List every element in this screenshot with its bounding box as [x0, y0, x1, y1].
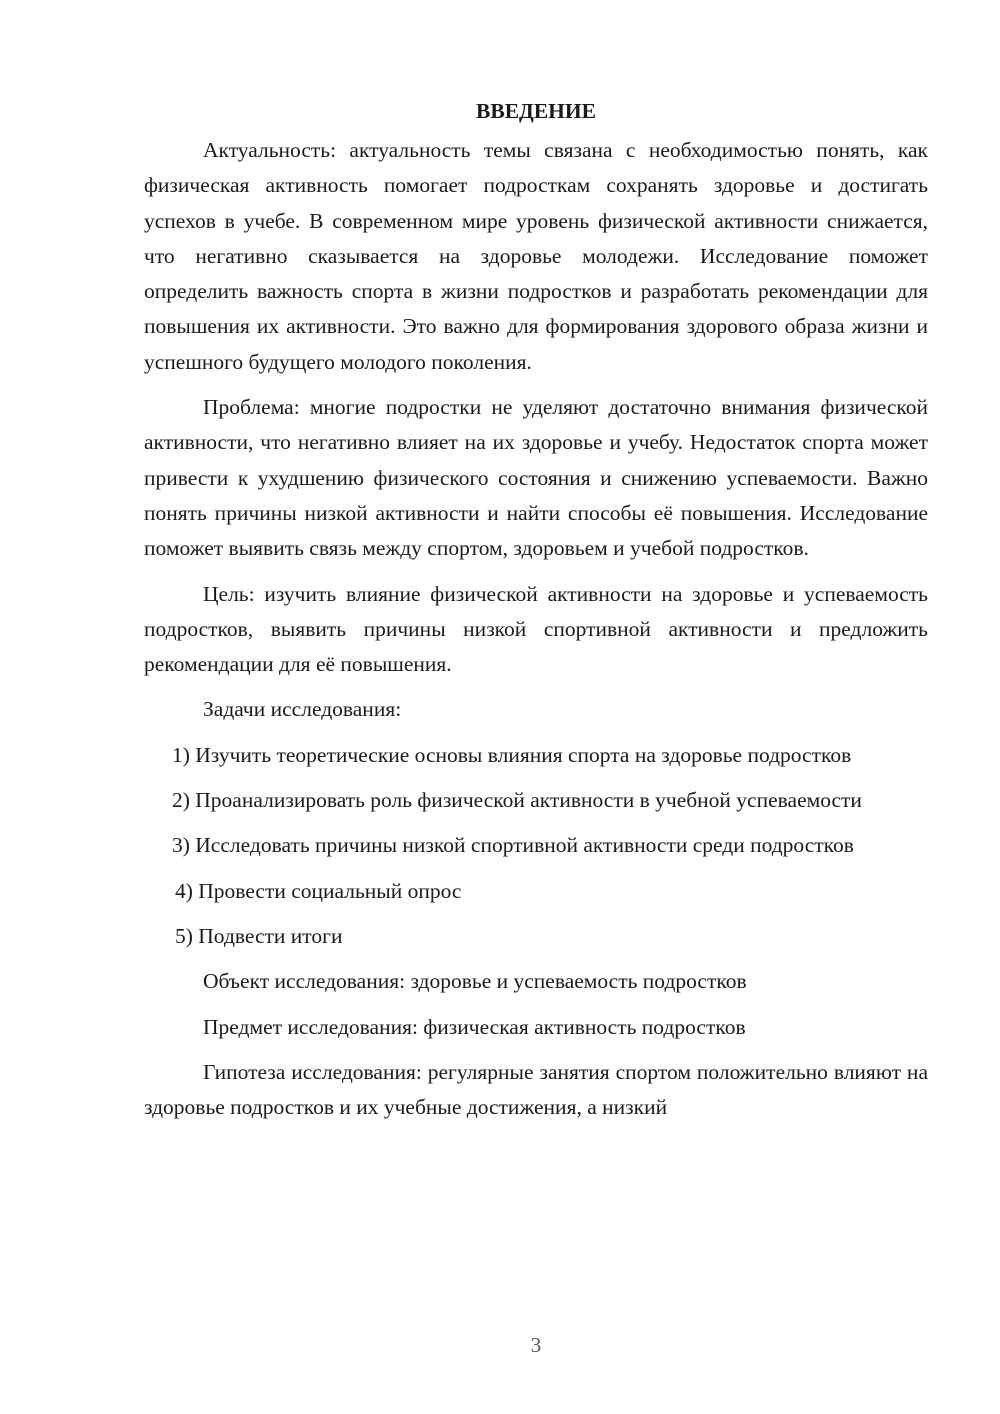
task-item-5: 5) Подвести итоги — [175, 923, 343, 948]
paragraph-goal: Цель: изучить влияние физической активности на здоровье и успеваемость подростков, выявить причины низкой спортивной активности и предложить рекомендации для её повышения. — [144, 581, 928, 677]
paragraph-relevance: Актуальность: актуальность темы связана с необходимостью понять, как физическая активность помогает подросткам сохранять здоровье и достигать успехов в учебе. В современном мире уровень физической активности снижается, что негативно сказывается на здоровье молодежи. Исследование поможет определить важность спорта в жизни подростков и разработать рекомендации для повышения их активности. Это важно для формирования здорового образа жизни и успешного будущего молодого поколения. — [144, 138, 928, 374]
paragraph-object: Объект исследования: здоровье и успеваемость подростков — [203, 969, 747, 994]
paragraph-problem: Проблема: многие подростки не уделяют достаточно внимания физической активности, что негативно влияет на их здоровье и учебу. Недостаток спорта может привести к ухудшению физического состояния и снижению успеваемости. Важно понять причины низкой активности и найти способы её повышения. Исследование поможет выявить связь между спортом, здоровьем и учебой подростков. — [144, 395, 928, 561]
task-item-4: 4) Провести социальный опрос — [175, 878, 462, 903]
tasks-heading: Задачи исследования: — [203, 697, 402, 722]
paragraph-hypothesis: Гипотеза исследования: регулярные занятия спортом положительно влияют на здоровье подростков и их учебные достижения, а низкий — [144, 1059, 928, 1120]
paragraph-subject: Предмет исследования: физическая активность подростков — [203, 1014, 746, 1039]
document-page — [144, 96, 928, 1135]
task-item-3: 3) Исследовать причины низкой спортивной активности среди подростков — [172, 833, 854, 858]
page-number: 3 — [530, 1333, 542, 1357]
task-item-1: 1) Изучить теоретические основы влияния спорта на здоровье подростков — [172, 742, 852, 767]
task-item-2: 2) Проанализировать роль физической активности в учебной успеваемости — [172, 788, 862, 813]
section-title: ВВЕДЕНИЕ — [476, 99, 596, 123]
